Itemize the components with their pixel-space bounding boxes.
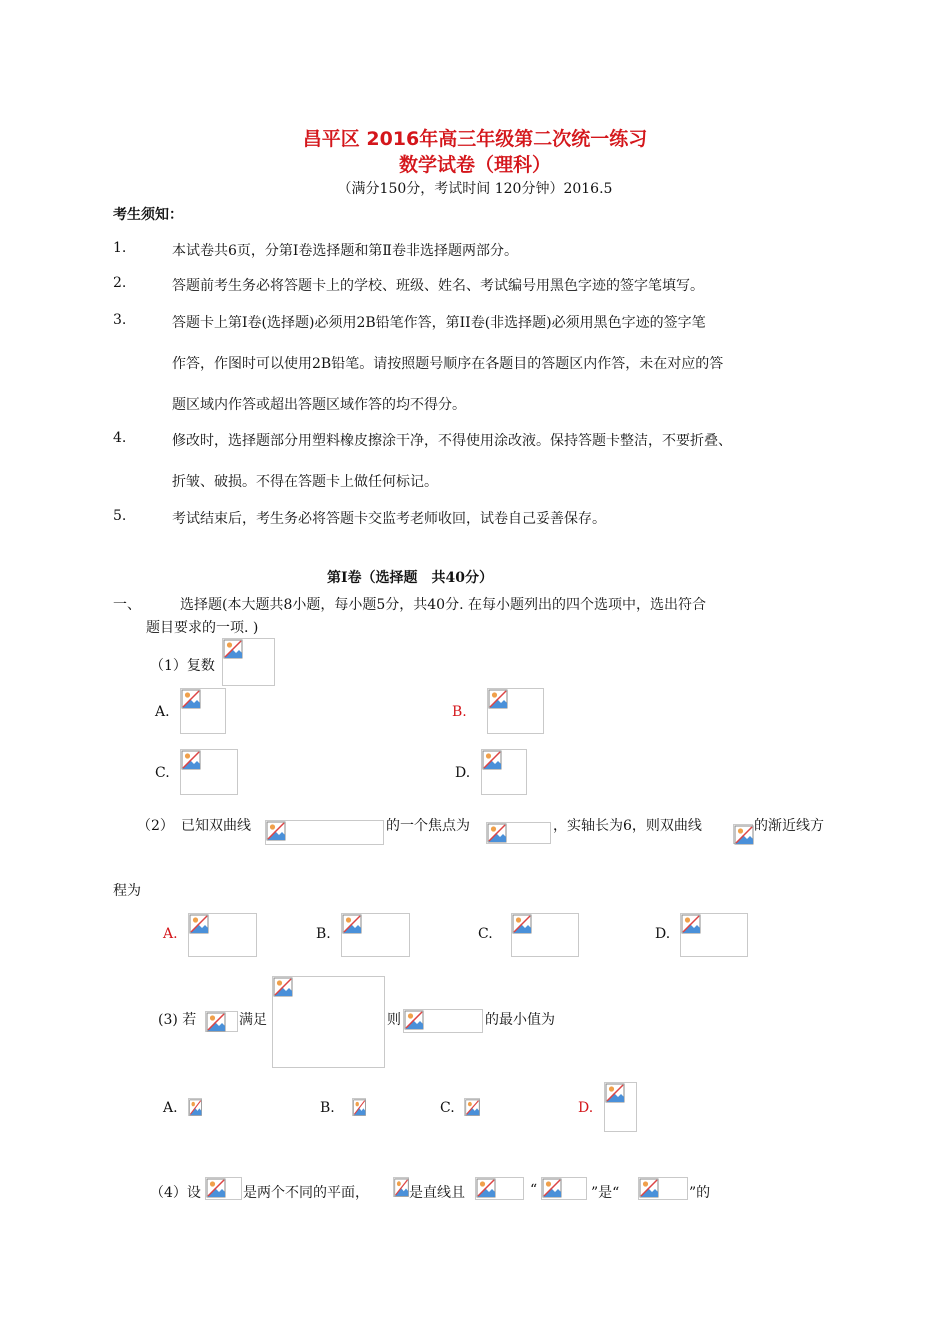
q2-option-a-label: A.	[163, 926, 178, 942]
broken-image-icon	[206, 1178, 226, 1198]
q1-stem: （1）复数	[150, 658, 215, 674]
q2-option-b-label: B.	[316, 926, 331, 942]
broken-image-icon	[487, 823, 507, 843]
broken-image-icon	[189, 1099, 202, 1116]
exam-title: 昌平区 2016年高三年级第二次统一练习	[302, 128, 648, 150]
q3-text: 满足	[239, 1012, 267, 1028]
q2-option-d-label: D.	[655, 926, 671, 942]
broken-image-icon	[482, 750, 502, 770]
q1-option-c-label: C.	[155, 765, 170, 781]
broken-image-icon	[542, 1178, 562, 1198]
q1-option-d-label: D.	[455, 765, 471, 781]
notice-line: 答题卡上第Ⅰ卷(选择题)必须用2B铅笔作答，第II卷(非选择题)必须用黑色字迹的签字笔	[172, 315, 706, 331]
exam-meta: （满分150分，考试时间 120分钟）2016.5	[337, 181, 613, 197]
notice-num-5: 5.	[113, 508, 127, 524]
broken-image-icon	[266, 821, 286, 841]
option-image	[604, 1082, 637, 1132]
notice-num-2: 2.	[113, 275, 127, 291]
notice-line: 考试结束后，考生务必将答题卡交监考老师收回，试卷自己妥善保存。	[172, 511, 606, 527]
formula-image	[638, 1177, 688, 1200]
q2-text: 的一个焦点为	[386, 818, 470, 834]
formula-image	[205, 1177, 242, 1200]
broken-image-icon	[394, 1178, 409, 1197]
notice-line: 作答，作图时可以使用2B铅笔。请按照题号顺序在各题目的答题区内作答，未在对应的答	[172, 356, 724, 372]
section-intro-num: 一、	[113, 597, 141, 613]
broken-image-icon	[465, 1099, 480, 1116]
formula-image	[272, 976, 385, 1068]
formula-image	[205, 1011, 238, 1032]
broken-image-icon	[476, 1178, 496, 1198]
formula-image	[733, 824, 753, 844]
notice-num-1: 1.	[113, 240, 127, 256]
notice-num-4: 4.	[113, 430, 127, 446]
broken-image-icon	[342, 914, 362, 934]
option-image	[464, 1098, 480, 1116]
option-image	[352, 1098, 366, 1116]
q1-option-b-label: B.	[452, 704, 467, 720]
option-image	[188, 1098, 202, 1116]
q3-option-d-label: D.	[578, 1100, 594, 1116]
broken-image-icon	[223, 639, 243, 659]
broken-image-icon	[181, 750, 201, 770]
formula-image	[222, 638, 275, 686]
broken-image-icon	[273, 977, 293, 997]
notice-num-3: 3.	[113, 312, 127, 328]
section-intro-line: 题目要求的一项. )	[146, 620, 259, 636]
broken-image-icon	[512, 914, 532, 934]
q2-text: ，实轴长为6，则双曲线	[553, 818, 702, 834]
broken-image-icon	[206, 1012, 226, 1032]
q4-text: （4）设	[150, 1185, 201, 1201]
q4-text: 是两个不同的平面，	[243, 1185, 369, 1201]
broken-image-icon	[353, 1099, 366, 1116]
q4-text: 是直线且	[409, 1185, 465, 1201]
q3-text: 则	[387, 1012, 401, 1028]
broken-image-icon	[734, 825, 754, 845]
formula-image	[393, 1177, 409, 1197]
q2-number: （2）	[137, 818, 174, 834]
notice-line: 本试卷共6页，分第Ⅰ卷选择题和第Ⅱ卷非选择题两部分。	[172, 243, 518, 259]
section-intro-line: 选择题(本大题共8小题，每小题5分，共40分. 在每小题列出的四个选项中，选出符合	[180, 597, 706, 613]
notice-line: 题区域内作答或超出答题区域作答的均不得分。	[172, 397, 466, 413]
formula-image	[403, 1009, 483, 1033]
broken-image-icon	[181, 689, 201, 709]
option-image	[511, 913, 579, 957]
broken-image-icon	[681, 914, 701, 934]
broken-image-icon	[639, 1178, 659, 1198]
option-image	[487, 688, 544, 734]
notice-heading: 考生须知：	[113, 207, 183, 223]
q3-text: (3) 若	[158, 1012, 197, 1028]
notice-line: 修改时，选择题部分用塑料橡皮擦涂干净，不得使用涂改液。保持答题卡整洁，不要折叠、	[172, 433, 732, 449]
q1-option-a-label: A.	[155, 704, 170, 720]
q3-option-c-label: C.	[440, 1100, 455, 1116]
q2-option-c-label: C.	[478, 926, 493, 942]
q2-text: 程为	[113, 883, 141, 899]
q4-text: ”是“	[591, 1185, 620, 1201]
option-image	[180, 749, 238, 795]
section-heading: 第Ⅰ卷（选择题 共40分）	[327, 570, 494, 586]
broken-image-icon	[605, 1083, 625, 1103]
q3-option-b-label: B.	[320, 1100, 335, 1116]
q3-option-a-label: A.	[163, 1100, 178, 1116]
formula-image	[541, 1177, 587, 1200]
broken-image-icon	[404, 1010, 424, 1030]
notice-line: 折皱、破损。不得在答题卡上做任何标记。	[172, 474, 438, 490]
q2-text: 已知双曲线	[181, 818, 251, 834]
notice-line: 答题前考生务必将答题卡上的学校、班级、姓名、考试编号用黑色字迹的签字笔填写。	[172, 278, 704, 294]
exam-subtitle: 数学试卷（理科）	[398, 154, 551, 176]
broken-image-icon	[189, 914, 209, 934]
q2-text: 的渐近线方	[754, 818, 824, 834]
option-image	[680, 913, 748, 957]
option-image	[481, 749, 527, 795]
q3-text: 的最小值为	[485, 1012, 555, 1028]
option-image	[341, 913, 410, 957]
formula-image	[475, 1177, 524, 1200]
q4-text: ”的	[689, 1185, 711, 1201]
option-image	[180, 688, 226, 734]
broken-image-icon	[488, 689, 508, 709]
formula-image	[486, 822, 551, 844]
option-image	[188, 913, 257, 957]
q4-text: “	[530, 1182, 538, 1198]
formula-image	[265, 820, 384, 845]
